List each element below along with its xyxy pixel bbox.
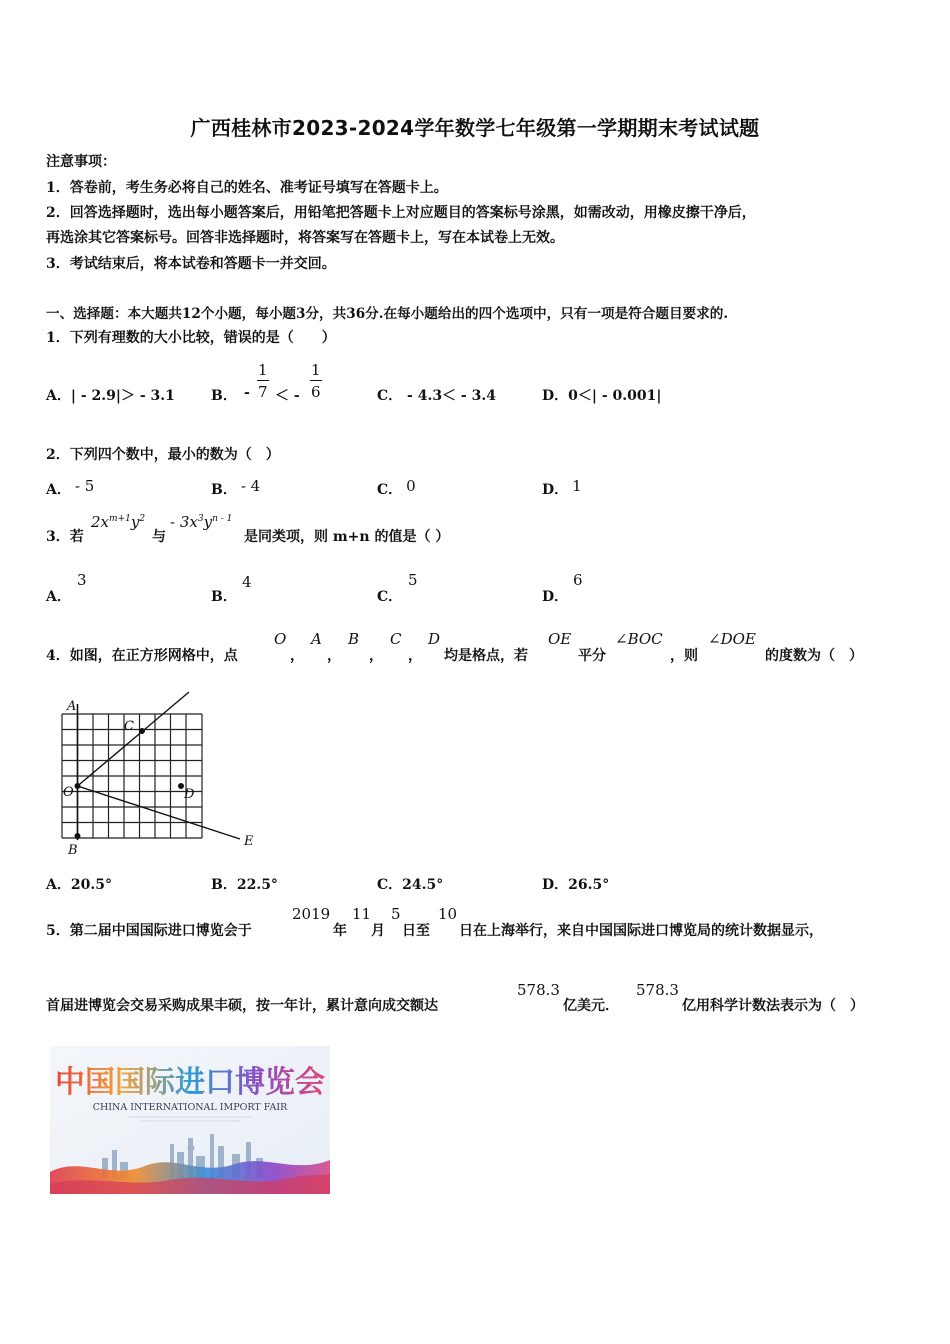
q4-comma-1: ，	[290, 648, 304, 664]
q5-nian: 年	[333, 923, 347, 939]
q5-expo-image	[50, 1046, 330, 1194]
point-c	[139, 728, 145, 734]
line-oc	[78, 692, 190, 786]
q1-b-den2: 6	[311, 383, 321, 401]
q3-option-c-label: C．	[377, 589, 403, 605]
q4-point-a: A	[311, 630, 322, 648]
q5-yue: 月	[371, 923, 385, 939]
label-o: O	[63, 785, 74, 800]
q2-stem: 2．下列四个数中，最小的数为（ ）	[46, 447, 280, 463]
q5-line2-post: 亿用科学计数法表示为（ ）	[682, 998, 864, 1014]
q4-angle-doe: ∠DOE	[708, 630, 756, 648]
q1-option-a: A．| - 2.9|＞ - 3.1	[46, 388, 175, 404]
q2-option-c	[377, 479, 416, 499]
section-heading: 一、选择题：本大题共12个小题，每小题3分，共36分.在每小题给出的四个选项中，只有一项是符合题目要求的.	[46, 306, 729, 322]
q2-a-label: A．	[46, 482, 71, 498]
q4-point-d: D	[428, 630, 441, 648]
q3-option-b-value: 4	[242, 573, 252, 591]
q4-option-b: B．22.5°	[211, 877, 278, 893]
q3-option-a-label: A．	[46, 589, 71, 605]
q5-amount-2: 578.3	[636, 981, 679, 999]
q3-option-c-value: 5	[408, 571, 418, 589]
q1-stem: 1．下列有理数的大小比较，错误的是（ ）	[46, 330, 336, 346]
q3-term1-base: 2x	[91, 513, 110, 531]
q4-option-a: A．20.5°	[46, 877, 112, 893]
q1-b-num2: 1	[311, 361, 321, 379]
q3-term1	[91, 513, 145, 531]
label-e: E	[244, 834, 254, 849]
q4-option-c: C．24.5°	[377, 877, 444, 893]
q2-c-label: C．	[377, 482, 403, 498]
q4-point-b: B	[348, 630, 360, 648]
label-d: D	[184, 787, 195, 802]
q3-term2-base: - 3x	[170, 513, 198, 531]
q3-term2-exp2: n - 1	[212, 514, 233, 524]
q4-ray-oe: OE	[548, 630, 572, 648]
q4-mid-2: 平分	[578, 648, 606, 664]
label-c: C	[124, 719, 134, 734]
point-o	[75, 783, 81, 789]
q4-pre: 4．如图，在正方形网格中，点	[46, 648, 238, 664]
q4-option-d: D．26.5°	[542, 877, 610, 893]
q5-amount: 578.3	[517, 981, 560, 999]
q2-c-value: 0	[406, 477, 416, 495]
notice-item-1: 1．答卷前，考生务必将自己的姓名、准考证号填写在答题卡上。	[46, 180, 448, 196]
page-title: 广西桂林市2023-2024学年数学七年级第一学期期末考试试题	[190, 116, 760, 140]
notice-item-2-cont: 再选涂其它答案标号。回答非选择题时，将答案写在答题卡上，写在本试卷上无效。	[46, 230, 564, 246]
expo-title: 中国国际进口博览会	[55, 1065, 325, 1100]
q3-post: 是同类项，则 m+n 的值是（ ）	[244, 529, 450, 545]
line-oe	[78, 786, 241, 839]
q3-option-d-value: 6	[573, 571, 583, 589]
q5-line2-pre: 首届进博览会交易采购成果丰硕，按一年计，累计意向成交额达	[46, 998, 438, 1014]
q3-option-d-label: D．	[542, 589, 569, 605]
q5-rizhi: 日至	[402, 923, 430, 939]
q1-b-num1: 1	[258, 361, 268, 379]
q3-term1-exp1: m+1	[109, 514, 131, 524]
q4-comma-4: ，	[408, 648, 422, 664]
q3-term1-exp2: 2	[139, 514, 146, 524]
q2-b-value: - 4	[240, 477, 261, 495]
notice-item-3: 3．考试结束后，将本试卷和答题卡一并交回。	[46, 256, 336, 272]
q5-post: 日在上海举行，来自中国国际进口博览局的统计数据显示，	[459, 923, 823, 939]
q1-b-sign: -	[244, 385, 250, 401]
q5-pre: 5．第二届中国国际进口博览会于	[46, 923, 252, 939]
q3-option-b-label: B．	[211, 589, 237, 605]
q1-b-den1: 7	[258, 383, 268, 401]
q4-point-o: O	[274, 630, 287, 648]
q3-term2-exp1: 3	[197, 514, 204, 524]
q5-year: 2019	[292, 905, 331, 923]
q4-grid-figure	[56, 690, 266, 860]
q3-term2	[170, 513, 232, 531]
label-b: B	[68, 843, 78, 858]
q4-mid-3: ，则	[670, 648, 698, 664]
notice-heading: 注意事项：	[46, 154, 116, 170]
q3-mid: 与	[152, 529, 166, 545]
q4-post: 的度数为（ ）	[765, 648, 863, 664]
q4-comma-2: ，	[327, 648, 341, 664]
q3-pre: 3．若	[46, 529, 84, 545]
q5-day1: 5	[391, 905, 401, 923]
q1-option-b-label: B．	[211, 388, 237, 404]
q2-b-label: B．	[211, 482, 237, 498]
point-b	[75, 833, 81, 839]
q4-comma-3: ，	[369, 648, 383, 664]
q3-term1-y: y	[130, 513, 140, 531]
q4-point-c: C	[390, 630, 402, 648]
q2-a-value: - 5	[74, 477, 95, 495]
q2-option-b	[211, 479, 260, 499]
q5-line2-mid: 亿美元．	[563, 998, 619, 1014]
q1-b-mid: ＜ -	[275, 388, 300, 404]
q5-month: 11	[352, 905, 372, 923]
q2-d-label: D．	[542, 482, 569, 498]
notice-item-2: 2．回答选择题时，选出每小题答案后，用铅笔把答题卡上对应题目的答案标号涂黑，如需改动，用橡皮擦干净后，	[46, 205, 756, 221]
expo-subtitle: CHINA INTERNATIONAL IMPORT FAIR	[92, 1102, 288, 1113]
q4-mid-1: 均是格点，若	[444, 648, 528, 664]
label-a: A	[67, 699, 77, 714]
q5-day2: 10	[438, 905, 458, 923]
q1-option-d: D．0＜| - 0.001|	[542, 388, 662, 404]
q4-angle-boc: ∠BOC	[615, 630, 663, 648]
q3-option-a-value: 3	[77, 571, 87, 589]
q1-b-fraction-2	[310, 360, 322, 403]
q2-option-a	[46, 479, 94, 499]
q2-option-d	[542, 479, 582, 499]
q3-term2-y: y	[203, 513, 213, 531]
q1-b-fraction-1	[257, 360, 269, 403]
q1-option-c: C． - 4.3＜ - 3.4	[377, 388, 496, 404]
q2-d-value: 1	[572, 477, 582, 495]
